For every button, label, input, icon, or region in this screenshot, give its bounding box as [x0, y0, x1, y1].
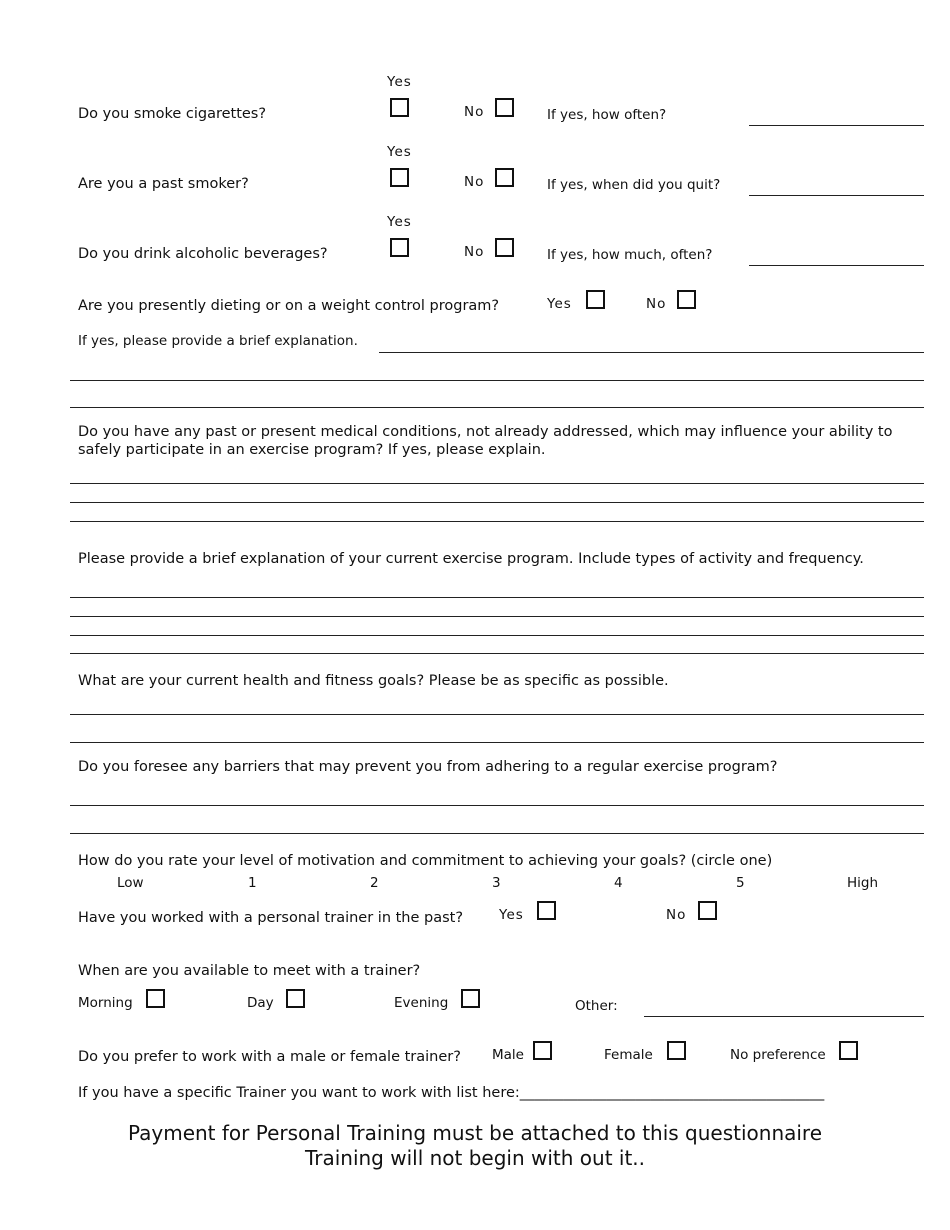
smoke-followup: If yes, how often? — [547, 107, 667, 123]
trainer-past-yes-label: Yes — [499, 907, 524, 923]
scale-1[interactable]: 1 — [248, 875, 257, 891]
evening-checkbox[interactable] — [461, 989, 480, 1008]
answer-line[interactable] — [70, 521, 924, 522]
answer-line[interactable] — [70, 805, 924, 806]
alcohol-question: Do you drink alcoholic beverages? — [78, 246, 328, 262]
medical-question-line2: safely participate in an exercise program? If yes, please explain. — [78, 442, 546, 458]
past-smoker-yes-checkbox[interactable] — [390, 168, 409, 187]
other-line[interactable] — [644, 1016, 924, 1017]
answer-line[interactable] — [70, 635, 924, 636]
past-smoker-no-label: No — [464, 174, 485, 190]
alcohol-yes-checkbox[interactable] — [390, 238, 409, 257]
answer-line[interactable] — [70, 407, 924, 408]
past-smoker-yes-label: Yes — [387, 144, 412, 160]
smoke-question: Do you smoke cigarettes? — [78, 106, 267, 122]
scale-low[interactable]: Low — [117, 875, 144, 891]
footer-line1: Payment for Personal Training must be attached to this questionnaire — [127, 1121, 823, 1145]
answer-line[interactable] — [70, 597, 924, 598]
day-label: Day — [247, 995, 274, 1011]
scale-high[interactable]: High — [847, 875, 879, 891]
exercise-question: Please provide a brief explanation of your current exercise program. Include types of activity and frequency. — [78, 551, 864, 567]
alcohol-yes-label: Yes — [387, 214, 412, 230]
past-smoker-question: Are you a past smoker? — [78, 176, 249, 192]
past-smoker-followup: If yes, when did you quit? — [547, 177, 721, 193]
past-smoker-no-checkbox[interactable] — [495, 168, 514, 187]
scale-4[interactable]: 4 — [614, 875, 623, 891]
morning-label: Morning — [78, 995, 133, 1011]
alcohol-no-label: No — [464, 244, 485, 260]
day-checkbox[interactable] — [286, 989, 305, 1008]
goals-question: What are your current health and fitness goals? Please be as specific as possible. — [78, 673, 669, 689]
male-label: Male — [492, 1047, 524, 1063]
barriers-question: Do you foresee any barriers that may prevent you from adhering to a regular exercise program? — [78, 759, 778, 775]
answer-line[interactable] — [70, 714, 924, 715]
answer-line[interactable] — [70, 483, 924, 484]
female-label: Female — [604, 1047, 653, 1063]
evening-label: Evening — [394, 995, 449, 1011]
smoke-frequency-line[interactable] — [749, 125, 924, 126]
alcohol-no-checkbox[interactable] — [495, 238, 514, 257]
smoke-no-label: No — [464, 104, 485, 120]
dieting-no-label: No — [646, 296, 667, 312]
female-checkbox[interactable] — [667, 1041, 686, 1060]
motivation-question: How do you rate your level of motivation and commitment to achieving your goals? (circle one) — [78, 853, 773, 869]
gender-question: Do you prefer to work with a male or female trainer? — [78, 1049, 461, 1065]
trainer-past-no-checkbox[interactable] — [698, 901, 717, 920]
answer-line[interactable] — [70, 742, 924, 743]
answer-line[interactable] — [70, 653, 924, 654]
dieting-question: Are you presently dieting or on a weight control program? — [78, 298, 500, 314]
dieting-no-checkbox[interactable] — [677, 290, 696, 309]
no-preference-label: No preference — [730, 1047, 826, 1063]
scale-3[interactable]: 3 — [492, 875, 501, 891]
smoke-yes-checkbox[interactable] — [390, 98, 409, 117]
no-preference-checkbox[interactable] — [839, 1041, 858, 1060]
medical-question-line1: Do you have any past or present medical conditions, not already addressed, which may influence your ability to — [78, 424, 893, 440]
answer-line[interactable] — [70, 502, 924, 503]
footer-line2: Training will not begin with out it.. — [304, 1146, 646, 1170]
trainer-past-no-label: No — [666, 907, 687, 923]
trainer-past-question: Have you worked with a personal trainer in the past? — [78, 910, 464, 926]
dieting-explain-line[interactable] — [379, 352, 924, 353]
dieting-explain-label: If yes, please provide a brief explanation. — [78, 333, 358, 349]
dieting-yes-label: Yes — [547, 296, 572, 312]
other-label: Other: — [575, 998, 618, 1014]
scale-2[interactable]: 2 — [370, 875, 379, 891]
specific-trainer-field[interactable]: If you have a specific Trainer you want to work with list here:__________________________________________ — [78, 1085, 825, 1101]
morning-checkbox[interactable] — [146, 989, 165, 1008]
dieting-yes-checkbox[interactable] — [586, 290, 605, 309]
answer-line[interactable] — [70, 380, 924, 381]
smoke-yes-label: Yes — [387, 74, 412, 90]
male-checkbox[interactable] — [533, 1041, 552, 1060]
alcohol-amount-line[interactable] — [749, 265, 924, 266]
smoke-no-checkbox[interactable] — [495, 98, 514, 117]
scale-5[interactable]: 5 — [736, 875, 745, 891]
trainer-past-yes-checkbox[interactable] — [537, 901, 556, 920]
availability-question: When are you available to meet with a trainer? — [78, 963, 421, 979]
alcohol-followup: If yes, how much, often? — [547, 247, 713, 263]
answer-line[interactable] — [70, 616, 924, 617]
answer-line[interactable] — [70, 833, 924, 834]
past-smoker-quit-line[interactable] — [749, 195, 924, 196]
